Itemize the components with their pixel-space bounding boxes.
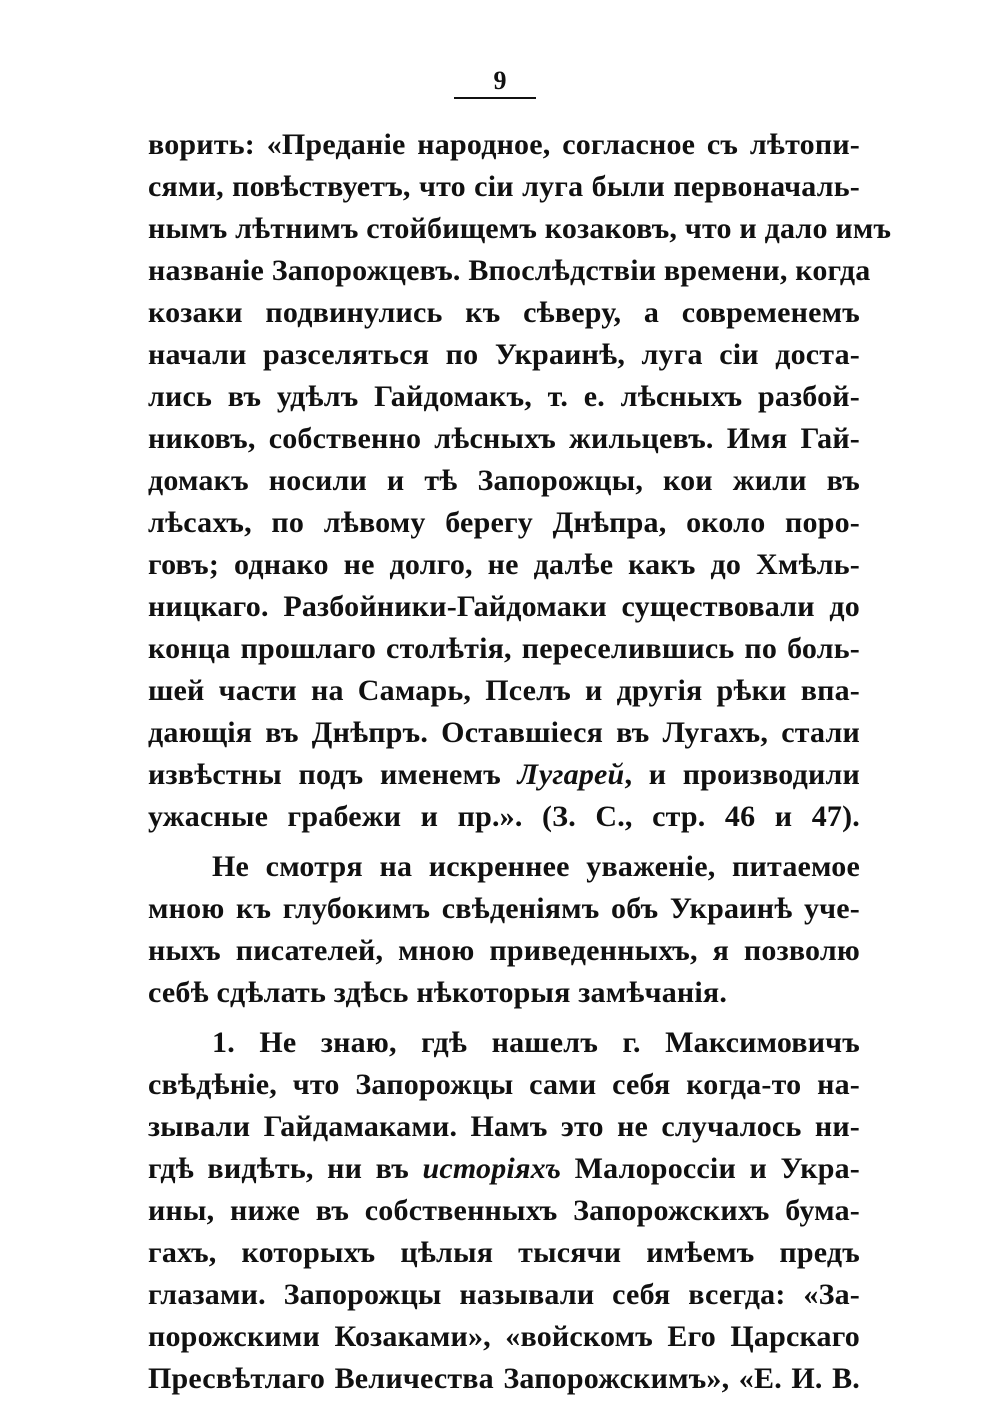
text-line: козаки подвинулись къ сѣверу, а современемъ bbox=[148, 296, 860, 329]
text-line: Пресвѣтлаго Величества Запорожскимъ», «Е. И. В. bbox=[148, 1362, 860, 1395]
italic-term: Лугарей bbox=[517, 758, 625, 791]
text-line: гдѣ видѣть, ни въ исторіяхъ Малороссіи и Укра- bbox=[148, 1152, 860, 1185]
text-line: нымъ лѣтнимъ стойбищемъ козаковъ, что и дало имъ bbox=[148, 212, 892, 245]
text-line: порожскими Козаками», «войскомъ Его Царскаго bbox=[148, 1320, 860, 1353]
text-line: гахъ, которыхъ цѣлыя тысячи имѣемъ предъ bbox=[148, 1236, 860, 1269]
text-line: извѣстны подъ именемъ Лугарей, и производили bbox=[148, 758, 860, 791]
text-line: ины, ниже въ собственныхъ Запорожскихъ бума- bbox=[148, 1194, 860, 1227]
text-line: глазами. Запорожцы называли себя всегда: «За- bbox=[148, 1278, 860, 1311]
text-line: шей части на Самарь, Пселъ и другія рѣки впа- bbox=[148, 674, 860, 707]
paragraph-quote bbox=[148, 124, 892, 838]
text-line: ужасные грабежи и пр.». (З. С., стр. 46 и 47). bbox=[148, 800, 860, 833]
text-line: Не смотря на искреннее уваженіе, питаемое bbox=[212, 850, 860, 883]
text-line: сями, повѣствуетъ, что сіи луга были первоначаль- bbox=[148, 170, 860, 203]
text-line: лѣсахъ, по лѣвому берегу Днѣпра, около поро- bbox=[148, 506, 860, 539]
text-line: ныхъ писателей, мною приведенныхъ, я позволю bbox=[148, 934, 860, 967]
text-line: говъ; однако не долго, не далѣе какъ до Хмѣль- bbox=[148, 548, 860, 581]
text-line: ницкаго. Разбойники-Гайдомаки существовали до bbox=[148, 590, 860, 623]
text-line: ворить: «Преданіе народное, согласное съ лѣтопи- bbox=[148, 128, 860, 161]
body-text bbox=[148, 124, 892, 1400]
text-line: конца прошлаго столѣтія, переселившись по боль- bbox=[148, 632, 860, 665]
text-line: лись въ удѣлъ Гайдомакъ, т. е. лѣсныхъ разбой- bbox=[148, 380, 860, 413]
paragraph-remark-1 bbox=[148, 1022, 860, 1400]
text-line: дающія въ Днѣпръ. Оставшіеся въ Лугахъ, стали bbox=[148, 716, 860, 749]
page-number-rule bbox=[454, 97, 536, 99]
text-line: себѣ сдѣлать здѣсь нѣкоторыя замѣчанія. bbox=[148, 976, 728, 1009]
italic-term: исторіяхъ bbox=[422, 1152, 562, 1185]
text-line: свѣдѣніе, что Запорожцы сами себя когда-то на- bbox=[148, 1068, 860, 1101]
page-number: 9 bbox=[493, 66, 507, 95]
paragraph-remarks-intro bbox=[148, 846, 860, 1014]
text-line: никовъ, собственно лѣсныхъ жильцевъ. Имя Гай- bbox=[148, 422, 860, 455]
text-line: 1. Не знаю, гдѣ нашелъ г. Максимовичъ bbox=[212, 1026, 860, 1059]
text-line: названіе Запорожцевъ. Впослѣдствіи времени, когда bbox=[148, 254, 871, 287]
text-line: начали разселяться по Украинѣ, луга сіи доста- bbox=[148, 338, 860, 371]
text-line: домакъ носили и тѣ Запорожцы, кои жили въ bbox=[148, 464, 860, 497]
text-line: зывали Гайдамаками. Намъ это не случалось ни- bbox=[148, 1110, 860, 1143]
text-line: мною къ глубокимъ свѣденіямъ объ Украинѣ уче- bbox=[148, 892, 860, 925]
